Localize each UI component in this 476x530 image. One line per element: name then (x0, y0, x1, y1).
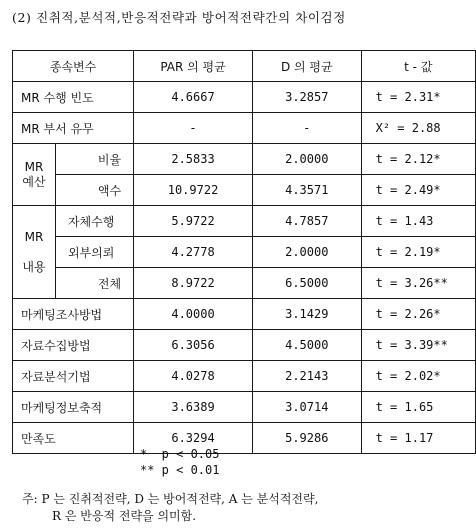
t-value-cell: t = 3.39** (361, 330, 475, 361)
d-mean-cell: 3.0714 (252, 392, 361, 423)
t-value-cell: t = 2.02* (361, 361, 475, 392)
footnote-line-2: R 은 반응적 전략을 의미함. (52, 509, 197, 523)
d-mean-cell: - (252, 113, 361, 144)
par-mean-cell: 2.5833 (134, 144, 253, 175)
t-value-cell: t = 2.12* (361, 144, 475, 175)
par-mean-cell: 6.3294 (134, 423, 253, 454)
group-label-mr-content: MR 내용 (13, 206, 56, 299)
par-mean-cell: 10.9722 (134, 175, 253, 206)
par-mean-cell: 4.6667 (134, 82, 253, 113)
d-mean-cell: 3.2857 (252, 82, 361, 113)
header-t-value: t - 값 (361, 51, 475, 82)
group-label-mr-budget: MR 예산 (13, 144, 56, 206)
comparison-table (12, 50, 476, 454)
significance-note-p05: * p < 0.05 (140, 447, 220, 461)
table-row (13, 268, 476, 299)
table-row (13, 113, 476, 144)
d-mean-cell: 4.7857 (252, 206, 361, 237)
row-label: 자료수집방법 (13, 330, 134, 361)
table-row (13, 175, 476, 206)
row-label: 자체수행 (55, 206, 133, 237)
table-row (13, 237, 476, 268)
row-label: MR 수행 빈도 (13, 82, 134, 113)
t-value-cell: t = 1.65 (361, 392, 475, 423)
t-value-cell: t = 1.17 (361, 423, 475, 454)
t-value-cell: t = 2.26* (361, 299, 475, 330)
table-row (13, 206, 476, 237)
t-value-cell: X² = 2.88 (361, 113, 475, 144)
d-mean-cell: 4.3571 (252, 175, 361, 206)
row-label: 액수 (55, 175, 133, 206)
par-mean-cell: 6.3056 (134, 330, 253, 361)
table-row (13, 299, 476, 330)
d-mean-cell: 2.0000 (252, 237, 361, 268)
par-mean-cell: 4.2778 (134, 237, 253, 268)
d-mean-cell: 4.5000 (252, 330, 361, 361)
row-label: MR 부서 유무 (13, 113, 134, 144)
t-value-cell: t = 3.26** (361, 268, 475, 299)
table-row (13, 82, 476, 113)
d-mean-cell: 5.9286 (252, 423, 361, 454)
section-title: (2) 진취적,분석적,반응적전략과 방어적전략간의 차이검정 (12, 10, 346, 25)
row-label: 전체 (55, 268, 133, 299)
t-value-cell: t = 2.31* (361, 82, 475, 113)
t-value-cell: t = 2.19* (361, 237, 475, 268)
t-value-cell: t = 1.43 (361, 206, 475, 237)
par-mean-cell: 3.6389 (134, 392, 253, 423)
header-dependent-variable: 종속변수 (13, 51, 134, 82)
par-mean-cell: 8.9722 (134, 268, 253, 299)
d-mean-cell: 3.1429 (252, 299, 361, 330)
table-row (13, 423, 476, 454)
row-label: 외부의뢰 (55, 237, 133, 268)
table-row (13, 330, 476, 361)
par-mean-cell: 5.9722 (134, 206, 253, 237)
row-label: 자료분석기법 (13, 361, 134, 392)
par-mean-cell: 4.0000 (134, 299, 253, 330)
footnote-line-1: 주: P 는 진취적전략, D 는 방어적전략, A 는 분석적전략, (22, 492, 319, 506)
row-label: 비율 (55, 144, 133, 175)
header-d-mean: D 의 평균 (252, 51, 361, 82)
table-row (13, 144, 476, 175)
d-mean-cell: 2.2143 (252, 361, 361, 392)
d-mean-cell: 6.5000 (252, 268, 361, 299)
row-label: 마케팅정보축적 (13, 392, 134, 423)
table-header-row (13, 51, 476, 82)
par-mean-cell: - (134, 113, 253, 144)
header-par-mean: PAR 의 평균 (134, 51, 253, 82)
table-row (13, 361, 476, 392)
table-row (13, 392, 476, 423)
t-value-cell: t = 2.49* (361, 175, 475, 206)
row-label: 마케팅조사방법 (13, 299, 134, 330)
d-mean-cell: 2.0000 (252, 144, 361, 175)
par-mean-cell: 4.0278 (134, 361, 253, 392)
significance-note-p01: ** p < 0.01 (140, 463, 220, 477)
row-label: 만족도 (13, 423, 134, 454)
